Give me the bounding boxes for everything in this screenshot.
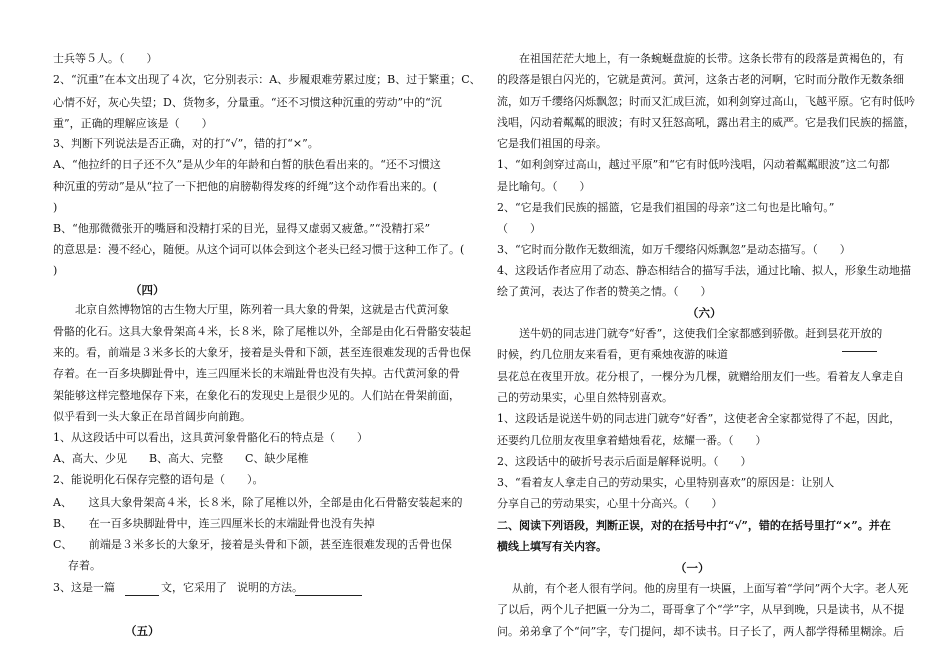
- question-3-line: 3、判断下列说法是否正确，对的打“√”，错的打“×”。: [53, 137, 319, 150]
- question-2-option-a: A、 这具大象骨架高４米，长８米，除了尾椎以外，全部是由化石骨骼安装起来的: [53, 496, 463, 509]
- passage-line: 浅唱，闪动着粼粼的眼波；有时又狂怒高吼，露出君主的威严。它是我们民族的摇篮，: [497, 116, 915, 129]
- text-line: 士兵等５人。（ ）: [53, 52, 158, 65]
- passage-line: 送牛奶的同志进门就夸“好香”，这使我们全家都感到骄傲。赶到昙花开放的: [519, 327, 883, 340]
- question-2-line: 2、“沉重”在本文出现了４次，它分别表示：A、步履艰难劳累过度；B、过于繁重；C、: [53, 73, 481, 86]
- passage-line: 昙花总在夜里开放。花分根了，一棵分为几棵，就赠给朋友们一些。看着友人拿走自: [497, 370, 904, 383]
- question-3-part: 3、这是一篇: [53, 581, 115, 594]
- answer-blank[interactable]: [125, 594, 159, 596]
- question-3-option-b: B、“他那微微张开的嘴唇和没精打采的目光，显得又虚弱又疲惫。”“没精打采”: [53, 222, 431, 235]
- section-1-heading: （一）: [675, 561, 710, 575]
- passage-line: 在祖国茫茫大地上，有一条蜿蜒盘旋的长带。这条长带有的段落是黄褐色的，有: [519, 52, 904, 65]
- passage-line: 它是我们祖国的母亲。: [497, 137, 607, 150]
- question-3-option-a: 种沉重的劳动”是从“拉了一下把他的肩膀勒得发疼的纤绳”这个动作看出来的。(: [53, 180, 438, 193]
- passage-line: 存着。在一百多块脚趾骨中，连三四厘米长的末端趾骨也没有失掉。古代黄河象的骨: [53, 367, 460, 380]
- passage-line: 问。弟弟拿了个“问”字，专门提问，却不读书。日子长了，两人都学得稀里糊涂。后: [497, 625, 905, 638]
- passage-line: 架能够这样完整地保存下来，在象化石的发现史上是很少见的。人们站在骨架前面，: [53, 389, 460, 402]
- part-2-instruction: 二、阅读下列语段，判断正误，对的在括号中打“√”，错的在括号里打“×”。并在: [497, 519, 891, 532]
- passage-line: 了以后，两个儿子把匾一分为二，哥哥拿了个“学”字，从早到晚，只是读书，从不提: [497, 603, 905, 616]
- question-2-option-c: 存着。: [68, 559, 101, 572]
- passage-line: 的段落是银白闪光的，它就是黄河。黄河，这条古老的河啊，它时而分散作无数条细: [497, 73, 904, 86]
- answer-blank[interactable]: [295, 594, 362, 596]
- question-2-option-b: B、 在一百多块脚趾骨中，连三四厘米长的末端趾骨也没有失掉: [53, 517, 375, 530]
- question-1-options: A、高大、少见 B、高大、完整 C、缺少尾椎: [53, 452, 309, 465]
- question-3: 3、“它时而分散作无数细流，如万千缨络闪烁飘忽”是动态描写。（ ）: [497, 243, 851, 256]
- question-1: 1、从这段话中可以看出，这具黄河象骨骼化石的特点是（ ）: [53, 431, 368, 444]
- question-3-option-b: ): [53, 264, 58, 277]
- question-1: 还要约几位朋友夜里拿着蜡烛看花，炫耀一番。（ ）: [497, 434, 767, 447]
- section-6-heading: （六）: [687, 306, 722, 320]
- answer-blank[interactable]: [842, 350, 877, 352]
- passage-line: 己的劳动果实，心里自然特别喜欢。: [497, 391, 673, 404]
- passage-line: 北京自然博物馆的古生物大厅里，陈列着一具大象的骨架，这就是古代黄河象: [75, 303, 449, 316]
- passage-line: 骨骼的化石。这具大象骨架高４米，长８米，除了尾椎以外，全部是由化石骨骼安装起: [53, 325, 471, 338]
- question-3-part: 说明的方法。: [237, 581, 303, 594]
- question-3: 分享自己的劳动果实，心里十分高兴。（ ）: [497, 497, 723, 510]
- question-2: 2、这段话中的破折号表示后面是解释说明。（ ）: [497, 455, 752, 468]
- passage-line: 时候，约几位朋友来看看，更有乘烛夜游的味道: [497, 348, 728, 361]
- passage-line: 从前，有个老人很有学问。他的房里有一块匾，上面写着“学问”两个大字。老人死: [512, 582, 909, 595]
- question-3-part: 文，它采用了: [161, 581, 227, 594]
- passage-line: 流，如万千缨络闪烁飘忽；时而又汇成巨流，如利剑穿过高山，飞越平原。它有时低吟: [497, 95, 915, 108]
- question-3-option-a: ): [53, 201, 58, 214]
- question-2-line: 重”，正确的理解应该是（ ）: [53, 117, 213, 130]
- question-3-option-a: A、“他拉纤的日子还不久”是从少年的年龄和白皙的肤色看出来的。“还不习惯这: [53, 158, 441, 171]
- question-3: 3、“看着友人拿走自己的劳动果实，心里特别喜欢”的原因是：让别人: [497, 476, 835, 489]
- question-2: 2、“它是我们民族的摇篮，它是我们祖国的母亲”这二句也是比喻句。”: [497, 201, 835, 214]
- question-1: 1、“如利剑穿过高山，越过平原”和“它有时低吟浅唱，闪动着粼粼眼波”这二句都: [497, 158, 890, 171]
- question-2: 2、能说明化石保存完整的语句是（ ）。: [53, 473, 264, 486]
- question-1: 1、这段话是说送牛奶的同志进门就夸“好香”，这使老舍全家都觉得了不起，因此，: [497, 412, 901, 425]
- question-2: （ ）: [497, 222, 541, 235]
- passage-line: 似乎看到一头大象正在昂首阔步向前跑。: [53, 410, 251, 423]
- question-4: 4、这段话作者应用了动态、静态相结合的描写手法，通过比喻、拟人，形象生动地描: [497, 264, 911, 277]
- question-4: 绘了黄河，表达了作者的赞美之情。（ ）: [497, 285, 712, 298]
- question-2-line: 心情不好，灰心失望；D、货物多，分量重。“还不习惯这种沉重的劳动”中的“沉: [53, 96, 442, 109]
- part-2-instruction: 横线上填写有关内容。: [497, 540, 607, 553]
- section-4-heading: （四）: [130, 283, 165, 297]
- passage-line: 来的。看，前端是３米多长的大象牙，接着是头骨和下颌，甚至连很难发现的舌骨也保: [53, 346, 471, 359]
- question-1: 是比喻句。（ ）: [497, 180, 591, 193]
- question-2-option-c: C、 前端是３米多长的大象牙，接着是头骨和下颌，甚至连很难发现的舌骨也保: [53, 538, 452, 551]
- section-5-heading: （五）: [125, 624, 160, 638]
- question-3-option-b: 的意思是：漫不经心，随便。从这个词可以体会到这个老头已经习惯于这种工作了。(: [53, 243, 465, 256]
